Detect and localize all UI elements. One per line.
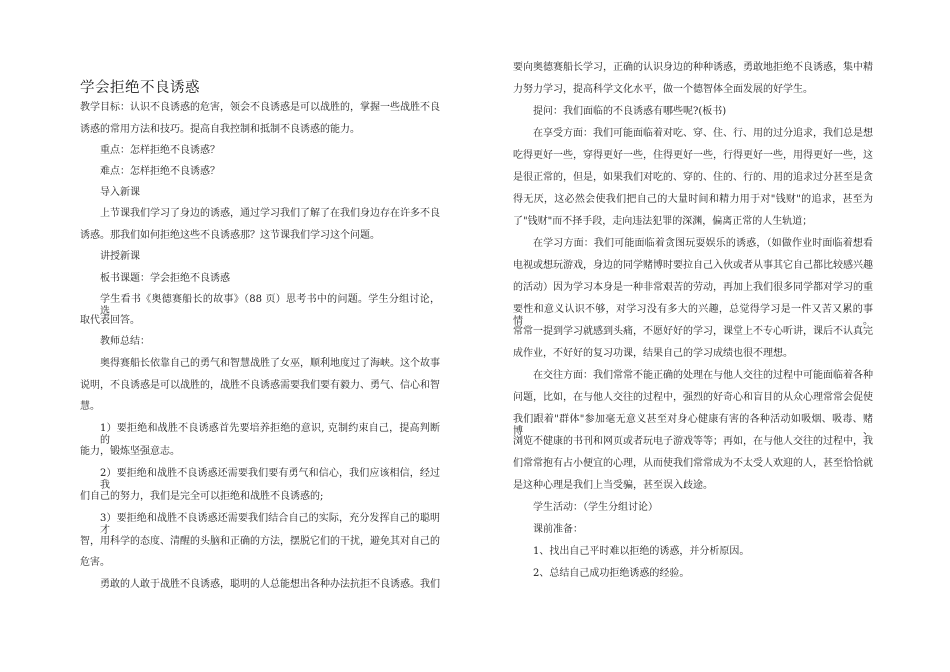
text-line: 危害。: [80, 557, 110, 568]
text-line: 在交往方面：我们常常不能正确的处理在与他人交往的过程中可能面临着各种: [533, 370, 873, 381]
text-line: 教学目标：认识不良诱惑的危害，领会不良诱惑是可以战胜的，掌握一些战胜不良: [80, 102, 440, 113]
text-line: 智，用科学的态度、清醒的头脑和正确的方法，摆脱它们的干扰，避免其对自己的: [80, 536, 440, 547]
text-line: 吃得更好一些，穿得更好一些，住得更好一些，行得更好一些，用得更好一些，这: [513, 150, 873, 161]
text-line: 常常一提到学习就感到头痛，不愿好好的学习，课堂上不专心听讲，课后不认真完: [513, 326, 873, 337]
text-line: 得无厌，这必然会使我们把自己的大量时间和精力用于对"钱财"的追求，甚至为: [513, 194, 873, 205]
text-line: 浏览不健康的书刊和网页或者玩电子游戏等等；再如，在与他人交往的过程中，我: [513, 436, 873, 447]
text-line: 1、找出自己平时难以拒绝的诱惑，并分析原因。: [533, 546, 750, 557]
text-line: 3）要拒绝和战胜不良诱惑还需要我们结合自己的实际，充分发挥自己的聪明才: [100, 513, 440, 536]
text-line: 提问：我们面临的不良诱惑有哪些呢?(板书): [533, 106, 727, 117]
text-line: 诱惑的常用方法和技巧。提高自我控制和抵制不良诱惑的能力。: [80, 124, 360, 135]
text-line: 课前准备：: [533, 524, 583, 535]
text-line: 了"钱财"而不择手段，走向违法犯罪的深渊，偏离正常的人生轨道；: [513, 216, 813, 227]
text-line: 我们跟着"群体"参加毫无意义甚至对身心健康有害的各种活动如吸烟、吸毒、赌博、: [513, 414, 873, 437]
text-line: 诱惑。那我们如何拒绝这些不良诱惑那？这节课我们学习这个问题。: [80, 230, 380, 241]
text-line: 2、总结自己成功拒绝诱惑的经验。: [533, 568, 690, 579]
text-line: 要向奥德赛船长学习，正确的认识身边的种种诱惑，勇敢地拒绝不良诱惑，集中精: [513, 62, 873, 73]
text-line: 要性和意义认识不够，对学习没有多大的兴趣，总觉得学习是一件又苦又累的事情。: [513, 304, 873, 327]
text-line: 是这种心理是我们上当受骗，甚至误入歧途。: [513, 480, 713, 491]
text-line: 在学习方面：我们可能面临着贪图玩耍娱乐的诱惑，（如做作业时面临着想看: [533, 238, 873, 249]
text-line: 们自己的努力，我们是完全可以拒绝和战胜不良诱惑的;: [80, 491, 324, 502]
text-line: 在享受方面：我们可能面临着对吃、穿、住、行、用的过分追求，我们总是想: [533, 128, 873, 139]
text-line: 慧。: [80, 401, 100, 412]
text-line: 1）要拒绝和战胜不良诱惑首先要培养拒绝的意识, 克制约束自己，提高判断的: [100, 423, 440, 446]
text-line: 能力，锻炼坚强意志。: [80, 446, 180, 457]
text-line: 是很正常的，但是，如果我们对吃的、穿的、住的、行的、用的追求过分甚至是贪: [513, 172, 873, 183]
text-line: 力努力学习，提高科学文化水平，做一个德智体全面发展的好学生。: [513, 84, 813, 95]
document-title: 学会拒绝不良诱惑: [80, 80, 200, 96]
text-line: 上节课我们学习了身边的诱惑，通过学习我们了解了在我们身边存在许多不良: [100, 208, 440, 219]
text-line: 导入新课: [100, 187, 140, 198]
text-line: 电视或想玩游戏，身边的同学赌博时要拉自己入伙或者从事其它自己都比较感兴趣: [513, 260, 873, 271]
text-line: 2）要拒绝和战胜不良诱惑还需要我们要有勇气和信心，我们应该相信，经过我: [100, 468, 440, 491]
text-line: 学生看书《奥德赛船长的故事》（88 页）思考书中的问题。学生分组讨论，选: [100, 294, 440, 317]
text-line: 取代表回答。: [80, 315, 140, 326]
text-line: 勇敢的人敢于战胜不良诱惑，聪明的人总能想出各种办法抗拒不良诱惑。我们: [100, 579, 440, 590]
text-line: 奥得赛船长依靠自己的勇气和智慧战胜了女巫，顺利地度过了海峡。这个故事: [100, 358, 440, 369]
text-line: 成作业，不好好的复习功课，结果自己的学习成绩也很不理想。: [513, 348, 793, 359]
text-line: 板书课题：学会拒绝不良诱惑: [100, 273, 230, 284]
text-line: 们常常抱有占小便宜的心理，从而使我们常常成为不太受人欢迎的人，甚至恰恰就: [513, 458, 873, 469]
text-line: 的活动）因为学习本身是一种非常艰苦的劳动，再加上我们很多同学都对学习的重: [513, 282, 873, 293]
text-line: 难点：怎样拒绝不良诱惑？: [100, 166, 220, 177]
text-line: 讲授新课: [100, 251, 140, 262]
text-line: 说明，不良诱惑是可以战胜的，战胜不良诱惑需要我们要有毅力、勇气、信心和智: [80, 380, 440, 391]
text-line: 教师总结：: [100, 336, 150, 347]
text-line: 重点：怎样拒绝不良诱惑？: [100, 145, 220, 156]
text-line: 问题，比如，在与他人交往的过程中，强烈的好奇心和盲目的从众心理常常会促使: [513, 392, 873, 403]
text-line: 学生活动：（学生分组讨论）: [533, 502, 658, 513]
